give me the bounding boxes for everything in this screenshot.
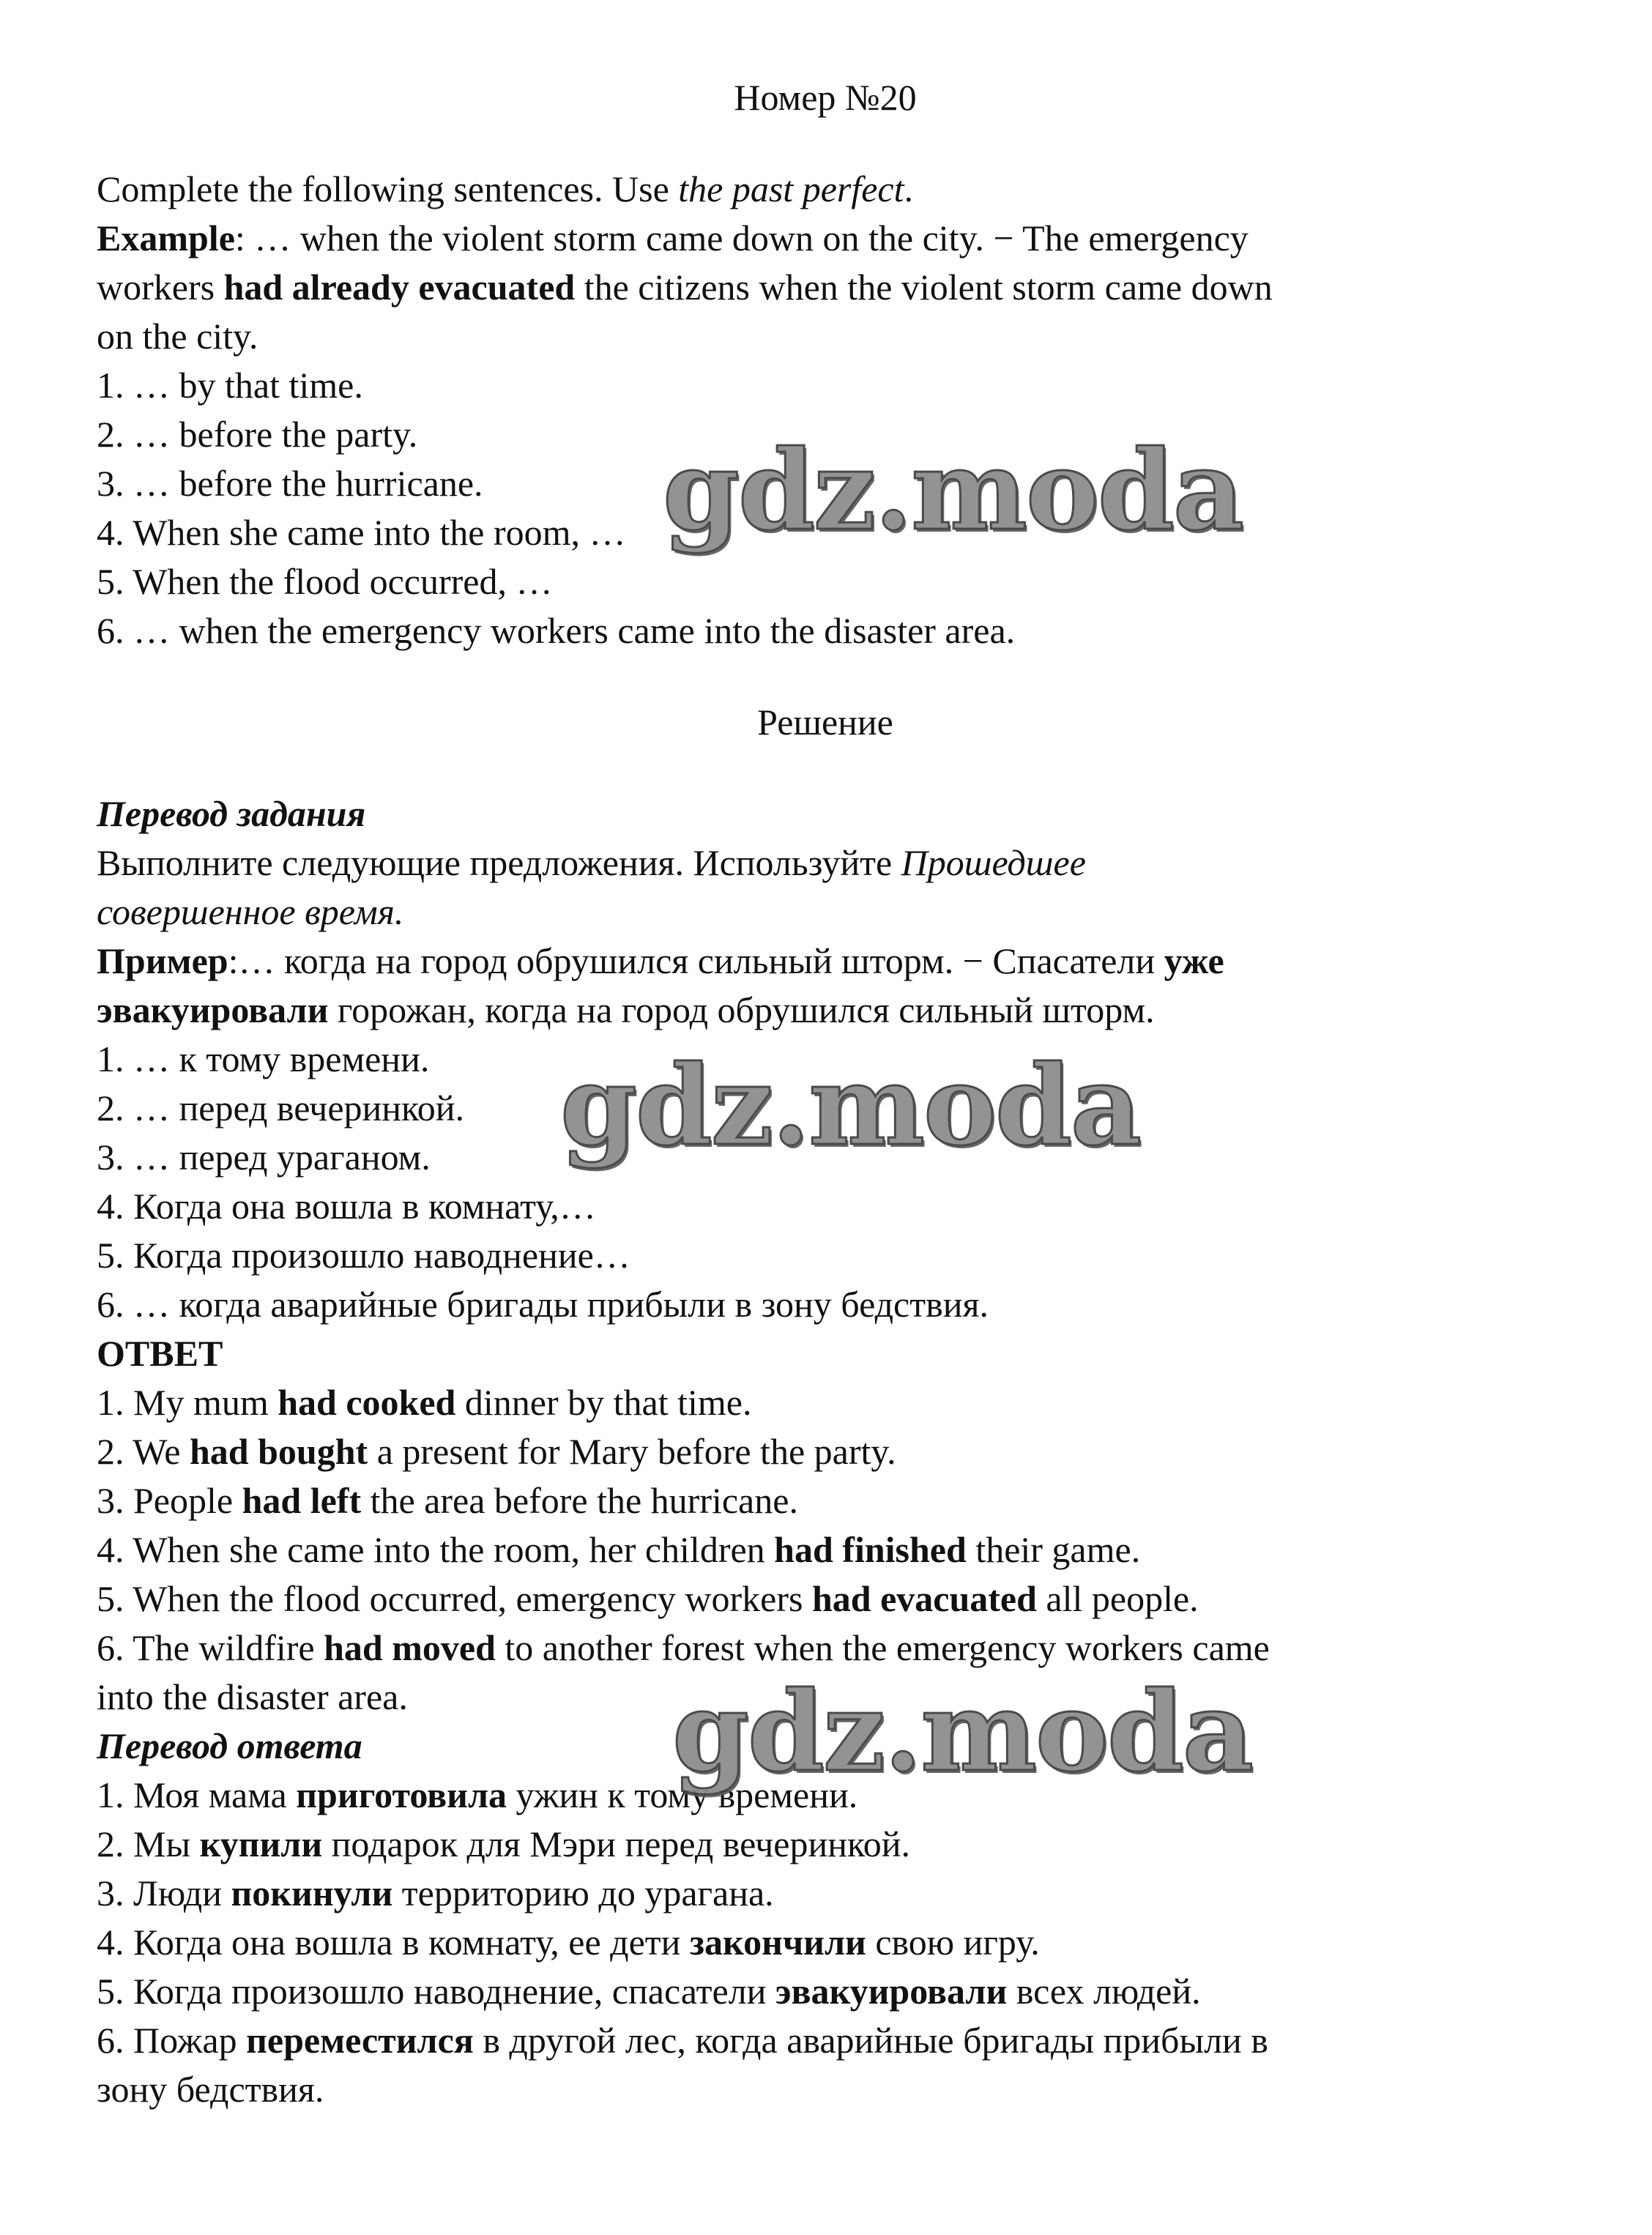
answer-item-post: all people.	[1036, 1578, 1199, 1619]
answer-translation-item-2	[97, 1820, 1554, 1869]
watermark-logo: gdz.moda	[672, 1667, 1253, 1796]
answer-item-pre: 2. We	[97, 1431, 190, 1472]
translation-item-1: 1. … к тому времени.	[97, 1038, 430, 1079]
answer-item-post: to another forest when the emergency workers came	[495, 1627, 1270, 1668]
answer-item-verb: had bought	[189, 1431, 368, 1472]
answer-translation-item-6-continued: зону бедствия.	[97, 2069, 324, 2110]
answer-translation-item-4	[97, 1918, 1554, 1967]
task-example-line-1	[97, 214, 1554, 263]
task-translation-heading: Перевод задания	[97, 793, 366, 834]
task-item-4: 4. When she came into the room, …	[97, 512, 626, 553]
spacer	[97, 122, 1554, 165]
task-intro-tense: the past perfect	[678, 168, 904, 209]
answer-item-post: the area before the hurricane.	[361, 1480, 798, 1521]
task-item-3: 3. … before the hurricane.	[97, 463, 483, 504]
task-item-1: 1. … by that time.	[97, 365, 363, 406]
translation-example-text-1: :… когда на город обрушился сильный шторм. − Спасатели	[228, 940, 1164, 981]
task-example-line-3: on the city.	[97, 316, 258, 357]
answer-item-pre: 1. My mum	[97, 1382, 278, 1423]
translation-example-bold-1: уже	[1164, 940, 1224, 981]
translation-example-bold-2: эвакуировали	[97, 989, 329, 1030]
spacer	[97, 747, 1554, 789]
answer-translation-pre: 5. Когда произошло наводнение, спасатели	[97, 1971, 775, 2012]
translation-example-label: Пример	[97, 940, 228, 981]
answer-item-verb: had moved	[324, 1627, 496, 1668]
translation-intro-italic-1: Прошедшее	[901, 842, 1086, 883]
answer-translation-item-3	[97, 1869, 1554, 1918]
task-item-6: 6. … when the emergency workers came into the disaster area.	[97, 610, 1016, 651]
example-label: Example	[97, 217, 235, 259]
solution-heading: Решение	[757, 702, 893, 743]
translation-example-text-2: горожан, когда на город обрушился сильный шторм.	[328, 989, 1155, 1030]
answer-item-4	[97, 1525, 1554, 1574]
task-example-line-2	[97, 263, 1554, 312]
answer-item-verb: had finished	[774, 1529, 967, 1570]
answer-item-verb: had evacuated	[811, 1578, 1037, 1619]
translation-intro-end: .	[394, 891, 404, 932]
answer-item-3	[97, 1476, 1554, 1525]
watermark-logo: gdz.moda	[663, 426, 1243, 555]
answer-translation-pre: 6. Пожар	[97, 2020, 247, 2061]
answer-item-pre: 3. People	[97, 1480, 242, 1521]
translation-example-line-2	[97, 986, 1554, 1035]
task-item-5: 5. When the flood occurred, …	[97, 561, 553, 602]
answer-item-post: their game.	[966, 1529, 1141, 1570]
example-text-3: the citizens when the violent storm came down	[575, 267, 1273, 308]
answer-item-pre: 6. The wildfire	[97, 1627, 324, 1668]
translation-intro-italic-2: совершенное время	[97, 891, 395, 932]
answer-translation-post: в другой лес, когда аварийные бригады прибыли в	[473, 2020, 1268, 2061]
example-text-2: workers	[97, 267, 224, 308]
answer-translation-pre: 1. Моя мама	[97, 1774, 297, 1815]
translation-item-3: 3. … перед ураганом.	[97, 1137, 431, 1178]
answer-item-pre: 4. When she came into the room, her children	[97, 1529, 775, 1570]
answer-item-verb: had left	[242, 1480, 362, 1521]
example-text-1: : … when the violent storm came down on the city. − The emergency	[234, 217, 1249, 259]
example-bold: had already evacuated	[223, 267, 576, 308]
translation-item-2: 2. … перед вечеринкой.	[97, 1087, 465, 1128]
translation-intro-line-1	[97, 838, 1554, 888]
task-intro-text: Complete the following sentences. Use	[97, 168, 679, 209]
answer-translation-post: свою игру.	[866, 1922, 1040, 1963]
answer-translation-pre: 4. Когда она вошла в комнату, ее дети	[97, 1922, 690, 1963]
answer-translation-verb: эвакуировали	[775, 1971, 1008, 2012]
answer-item-2	[97, 1427, 1554, 1476]
answer-item-1	[97, 1378, 1554, 1427]
answer-item-pre: 5. When the flood occurred, emergency workers	[97, 1578, 812, 1619]
answer-translation-item-5	[97, 1967, 1554, 2016]
answer-translation-item-6	[97, 2016, 1554, 2065]
answer-translation-post: территорию до урагана.	[392, 1873, 774, 1914]
answer-translation-post: подарок для Мэри перед вечеринкой.	[322, 1823, 910, 1864]
watermark-logo: gdz.moda	[560, 1041, 1141, 1170]
task-item-2: 2. … before the party.	[97, 414, 418, 455]
task-intro	[97, 165, 1554, 214]
task-intro-end: .	[904, 168, 914, 209]
answer-translation-post: всех людей.	[1007, 1971, 1201, 2012]
answer-item-verb: had cooked	[278, 1382, 456, 1423]
answer-translation-pre: 3. Люди	[97, 1873, 231, 1914]
answer-translation-verb: закончили	[689, 1922, 866, 1963]
translation-item-6: 6. … когда аварийные бригады прибыли в зону бедствия.	[97, 1284, 989, 1325]
page-title: Номер №20	[734, 77, 917, 118]
answer-translation-verb: покинули	[231, 1873, 393, 1914]
answer-translation-verb: переместился	[246, 2020, 474, 2061]
answer-item-post: dinner by that time.	[455, 1382, 752, 1423]
answer-item-post: a present for Mary before the party.	[368, 1431, 896, 1472]
translation-intro-text: Выполните следующие предложения. Используйте	[97, 842, 901, 883]
answer-translation-heading: Перевод ответа	[97, 1725, 362, 1766]
answer-heading: ОТВЕТ	[97, 1333, 223, 1374]
translation-example-line-1	[97, 937, 1554, 986]
translation-item-4: 4. Когда она вошла в комнату,…	[97, 1186, 596, 1227]
answer-item-5	[97, 1574, 1554, 1624]
answer-translation-verb: купили	[199, 1823, 323, 1864]
answer-item-6	[97, 1624, 1554, 1673]
translation-intro-line-2	[97, 888, 1554, 937]
spacer	[97, 655, 1554, 698]
answer-item-6-continued: into the disaster area.	[97, 1676, 408, 1717]
translation-item-5: 5. Когда произошло наводнение…	[97, 1235, 630, 1276]
answer-translation-verb: приготовила	[296, 1774, 507, 1815]
answer-translation-pre: 2. Мы	[97, 1823, 200, 1864]
answer-translation-post: ужин к тому времени.	[507, 1774, 858, 1815]
